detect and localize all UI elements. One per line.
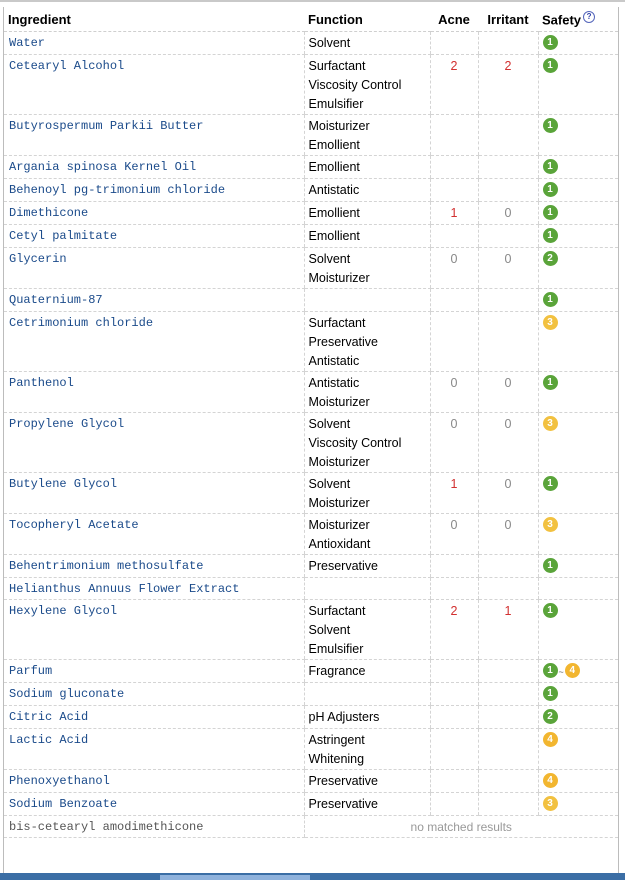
table-body xyxy=(4,32,618,838)
function-cell xyxy=(304,179,430,202)
acne-rating xyxy=(430,32,478,55)
safety-badge: 3 xyxy=(543,796,558,811)
function-label: Moisturizer xyxy=(308,119,370,133)
safety-badge: 1 xyxy=(543,292,558,307)
ingredient-link[interactable]: Propylene Glycol xyxy=(4,413,304,473)
safety-cell xyxy=(538,683,618,706)
irritant-rating xyxy=(478,578,538,600)
ingredient-link[interactable]: Panthenol xyxy=(4,372,304,413)
function-cell xyxy=(304,289,430,312)
function-cell xyxy=(304,202,430,225)
ingredient-link[interactable]: Cetrimonium chloride xyxy=(4,312,304,372)
function-label: Surfactant xyxy=(308,316,366,330)
table-row xyxy=(4,770,618,793)
function-label: Emollient xyxy=(308,206,360,220)
safety-cell xyxy=(538,793,618,816)
table-row xyxy=(4,312,618,372)
ingredient-link[interactable]: Citric Acid xyxy=(4,706,304,729)
table-row xyxy=(4,683,618,706)
irritant-rating: 0 xyxy=(478,202,538,225)
acne-rating xyxy=(430,156,478,179)
acne-rating xyxy=(430,289,478,312)
function-cell xyxy=(304,514,430,555)
irritant-rating xyxy=(478,729,538,770)
function-cell xyxy=(304,248,430,289)
function-label: Moisturizer xyxy=(308,455,370,469)
function-label: Fragrance xyxy=(308,664,366,678)
table-row xyxy=(4,578,618,600)
function-label: pH Adjusters xyxy=(308,710,380,724)
table-row xyxy=(4,179,618,202)
function-label: Surfactant xyxy=(308,59,366,73)
safety-badge: 1 xyxy=(543,159,558,174)
table-row xyxy=(4,225,618,248)
safety-cell xyxy=(538,514,618,555)
irritant-rating xyxy=(478,312,538,372)
ingredient-table xyxy=(4,7,618,838)
header-irritant: Irritant xyxy=(478,7,538,32)
acne-rating xyxy=(430,312,478,372)
irritant-rating xyxy=(478,770,538,793)
safety-cell xyxy=(538,600,618,660)
table-row-unmatched xyxy=(4,816,618,838)
function-label: Solvent xyxy=(308,623,351,637)
safety-badge: 1 xyxy=(543,118,558,133)
acne-rating xyxy=(430,770,478,793)
safety-badge: 1 xyxy=(543,228,558,243)
function-label: Astringent xyxy=(308,733,365,747)
acne-rating xyxy=(430,706,478,729)
function-label: Emulsifier xyxy=(308,97,364,111)
safety-badge: 1 xyxy=(543,558,558,573)
table-row xyxy=(4,514,618,555)
function-label: Moisturizer xyxy=(308,271,370,285)
acne-rating xyxy=(430,225,478,248)
ingredient-link[interactable]: Tocopheryl Acetate xyxy=(4,514,304,555)
safety-cell xyxy=(538,473,618,514)
safety-cell xyxy=(538,248,618,289)
acne-rating: 2 xyxy=(430,600,478,660)
irritant-rating: 1 xyxy=(478,600,538,660)
safety-badge: 1 xyxy=(543,686,558,701)
function-cell xyxy=(304,683,430,706)
safety-badge: 3 xyxy=(543,517,558,532)
safety-badge: 2 xyxy=(543,251,558,266)
acne-rating xyxy=(430,115,478,156)
function-label: Moisturizer xyxy=(308,518,370,532)
function-label: Preservative xyxy=(308,559,378,573)
ingredient-link[interactable]: Helianthus Annuus Flower Extract xyxy=(4,578,304,600)
safety-cell xyxy=(538,115,618,156)
function-cell xyxy=(304,55,430,115)
irritant-rating: 0 xyxy=(478,473,538,514)
acne-rating xyxy=(430,683,478,706)
function-cell xyxy=(304,578,430,600)
safety-cell xyxy=(538,156,618,179)
safety-cell xyxy=(538,413,618,473)
safety-cell xyxy=(538,729,618,770)
function-cell xyxy=(304,729,430,770)
function-label: Emollient xyxy=(308,138,360,152)
function-cell xyxy=(304,600,430,660)
table-header-row xyxy=(4,7,618,32)
irritant-rating xyxy=(478,706,538,729)
header-safety: Safety ? xyxy=(538,7,618,32)
acne-rating xyxy=(430,179,478,202)
no-match-message: no matched results xyxy=(304,816,618,838)
ingredient-link[interactable]: Parfum xyxy=(4,660,304,683)
acne-rating xyxy=(430,660,478,683)
function-label: Moisturizer xyxy=(308,496,370,510)
ingredient-link[interactable]: Sodium gluconate xyxy=(4,683,304,706)
function-label: Preservative xyxy=(308,774,378,788)
acne-rating: 2 xyxy=(430,55,478,115)
safety-cell xyxy=(538,179,618,202)
acne-rating: 0 xyxy=(430,413,478,473)
function-label: Solvent xyxy=(308,477,351,491)
function-label: Solvent xyxy=(308,252,351,266)
function-label: Solvent xyxy=(308,417,351,431)
safety-badge: 1 xyxy=(543,58,558,73)
function-cell xyxy=(304,372,430,413)
irritant-rating: 0 xyxy=(478,372,538,413)
irritant-rating: 0 xyxy=(478,248,538,289)
function-label: Preservative xyxy=(308,335,378,349)
safety-cell xyxy=(538,312,618,372)
header-ingredient: Ingredient xyxy=(4,7,304,32)
safety-cell xyxy=(538,55,618,115)
safety-badge: 1 xyxy=(543,663,558,678)
safety-badge: 4 xyxy=(543,773,558,788)
safety-cell xyxy=(538,578,618,600)
function-cell xyxy=(304,156,430,179)
irritant-rating: 2 xyxy=(478,55,538,115)
safety-badge: 1 xyxy=(543,603,558,618)
function-label: Viscosity Control xyxy=(308,436,402,450)
function-cell xyxy=(304,225,430,248)
function-cell xyxy=(304,770,430,793)
table-row xyxy=(4,600,618,660)
range-tilde: ~ xyxy=(558,667,564,677)
ingredient-link[interactable]: Argania spinosa Kernel Oil xyxy=(4,156,304,179)
function-label: Antistatic xyxy=(308,183,360,197)
table-row xyxy=(4,660,618,683)
acne-rating: 0 xyxy=(430,372,478,413)
safety-cell xyxy=(538,202,618,225)
safety-badge: 4 xyxy=(565,663,580,678)
irritant-rating xyxy=(478,225,538,248)
ingredient-link[interactable]: Behentrimonium methosulfate xyxy=(4,555,304,578)
safety-badge: 4 xyxy=(543,732,558,747)
function-label: Whitening xyxy=(308,752,365,766)
safety-cell xyxy=(538,770,618,793)
table-row xyxy=(4,706,618,729)
acne-rating: 0 xyxy=(430,248,478,289)
irritant-rating: 0 xyxy=(478,514,538,555)
ingredient-link[interactable]: Phenoxyethanol xyxy=(4,770,304,793)
table-row xyxy=(4,729,618,770)
safety-badge: 1 xyxy=(543,205,558,220)
safety-cell xyxy=(538,32,618,55)
taskbar-segment xyxy=(160,875,310,880)
safety-cell xyxy=(538,225,618,248)
table-row xyxy=(4,289,618,312)
function-cell xyxy=(304,473,430,514)
ingredient-link[interactable]: Behenoyl pg-trimonium chloride xyxy=(4,179,304,202)
ingredient-link[interactable]: Dimethicone xyxy=(4,202,304,225)
table-row xyxy=(4,555,618,578)
ingredient-link[interactable]: Cetearyl Alcohol xyxy=(4,55,304,115)
safety-cell xyxy=(538,289,618,312)
safety-cell xyxy=(538,660,618,683)
safety-cell xyxy=(538,372,618,413)
table-row xyxy=(4,156,618,179)
irritant-rating xyxy=(478,156,538,179)
taskbar xyxy=(0,873,625,880)
function-cell xyxy=(304,115,430,156)
header-acne: Acne xyxy=(430,7,478,32)
irritant-rating xyxy=(478,179,538,202)
ingredient-link[interactable]: Butyrospermum Parkii Butter xyxy=(4,115,304,156)
acne-rating: 0 xyxy=(430,514,478,555)
ingredient-link[interactable]: Lactic Acid xyxy=(4,729,304,770)
table-row xyxy=(4,413,618,473)
safety-badge: 3 xyxy=(543,315,558,330)
function-label: Emollient xyxy=(308,229,360,243)
irritant-rating xyxy=(478,555,538,578)
function-label: Emollient xyxy=(308,160,360,174)
function-cell xyxy=(304,660,430,683)
function-label: Preservative xyxy=(308,797,378,811)
safety-badge: 3 xyxy=(543,416,558,431)
function-cell xyxy=(304,555,430,578)
safety-badge: 1 xyxy=(543,182,558,197)
irritant-rating xyxy=(478,660,538,683)
function-cell xyxy=(304,793,430,816)
function-label: Viscosity Control xyxy=(308,78,402,92)
table-row xyxy=(4,372,618,413)
irritant-rating xyxy=(478,289,538,312)
function-label: Antistatic xyxy=(308,376,360,390)
function-label: Solvent xyxy=(308,36,351,50)
irritant-rating xyxy=(478,115,538,156)
acne-rating: 1 xyxy=(430,202,478,225)
ingredient-panel xyxy=(3,7,619,873)
top-border xyxy=(0,0,625,2)
safety-badge: 1 xyxy=(543,476,558,491)
ingredient-link[interactable]: Butylene Glycol xyxy=(4,473,304,514)
ingredient-link[interactable]: Hexylene Glycol xyxy=(4,600,304,660)
table-row xyxy=(4,202,618,225)
ingredient-link[interactable]: Quaternium-87 xyxy=(4,289,304,312)
help-icon[interactable]: ? xyxy=(583,11,595,23)
function-cell xyxy=(304,706,430,729)
function-label: Emulsifier xyxy=(308,642,364,656)
acne-rating xyxy=(430,793,478,816)
irritant-rating xyxy=(478,793,538,816)
table-row xyxy=(4,793,618,816)
header-function: Function xyxy=(304,7,430,32)
safety-cell xyxy=(538,555,618,578)
function-cell xyxy=(304,312,430,372)
function-cell xyxy=(304,413,430,473)
function-label: Moisturizer xyxy=(308,395,370,409)
safety-badge: 2 xyxy=(543,709,558,724)
table-row xyxy=(4,248,618,289)
ingredient-link[interactable]: Glycerin xyxy=(4,248,304,289)
function-cell xyxy=(304,32,430,55)
table-row xyxy=(4,115,618,156)
unmatched-ingredient: bis-cetearyl amodimethicone xyxy=(4,816,304,838)
function-label: Antistatic xyxy=(308,354,360,368)
irritant-rating xyxy=(478,683,538,706)
ingredient-link[interactable]: Sodium Benzoate xyxy=(4,793,304,816)
acne-rating: 1 xyxy=(430,473,478,514)
table-row xyxy=(4,473,618,514)
function-label: Antioxidant xyxy=(308,537,371,551)
safety-cell xyxy=(538,706,618,729)
ingredient-link[interactable]: Water xyxy=(4,32,304,55)
acne-rating xyxy=(430,555,478,578)
acne-rating xyxy=(430,729,478,770)
acne-rating xyxy=(430,578,478,600)
safety-badge: 1 xyxy=(543,35,558,50)
irritant-rating xyxy=(478,32,538,55)
table-row xyxy=(4,32,618,55)
table-row xyxy=(4,55,618,115)
function-label: Surfactant xyxy=(308,604,366,618)
safety-badge: 1 xyxy=(543,375,558,390)
ingredient-link[interactable]: Cetyl palmitate xyxy=(4,225,304,248)
irritant-rating: 0 xyxy=(478,413,538,473)
